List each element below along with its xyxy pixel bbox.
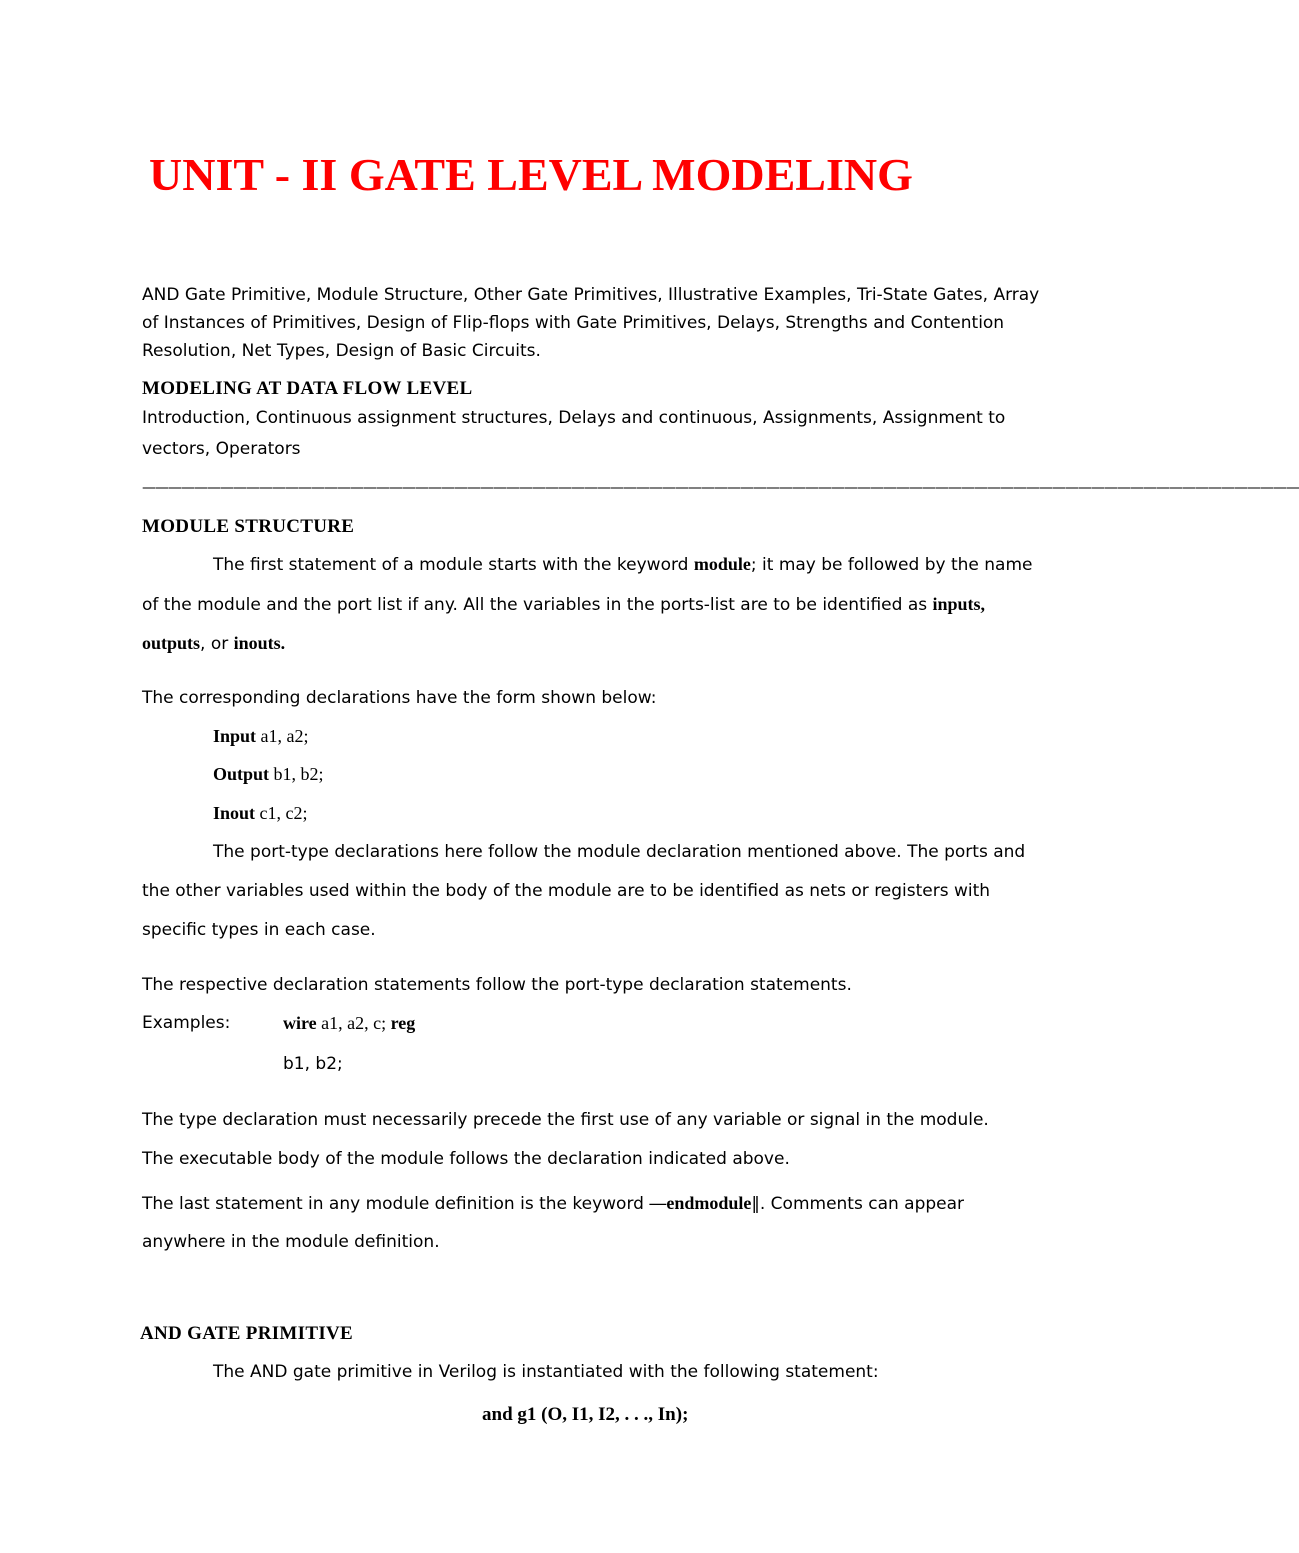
and-gate-code-args: (O, I1, I2, . . ., In); (536, 1404, 689, 1425)
examples-label: Examples: (142, 1013, 231, 1033)
declaration-output (213, 760, 324, 789)
ms-p6-line-2: anywhere in the module definition. (142, 1232, 440, 1252)
ms-p5-line-1: The type declaration must necessarily precede the first use of any variable or signal in the module. (142, 1110, 989, 1130)
ms-p6-text-b: ‖. Comments can appear (751, 1194, 965, 1214)
ms-p1-line2-text: of the module and the port list if any. All the variables in the ports-list are to be identified as (142, 595, 933, 615)
ms-p3-line-1: The port-type declarations here follow the module declaration mentioned above. The ports and (213, 842, 1026, 862)
declaration-input (213, 722, 309, 751)
dataflow-line-1: Introduction, Continuous assignment structures, Delays and continuous, Assignments, Assignment to (142, 408, 1006, 428)
example-line-1 (283, 1009, 415, 1038)
ms-p1-line3-mid: , or (200, 634, 234, 654)
dataflow-paragraph (142, 403, 1005, 465)
ms-p6-text-a: The last statement in any module definition is the keyword ― (142, 1194, 667, 1214)
keyword-output: Output (213, 764, 270, 784)
ms-p1-text-a: The first statement of a module starts with the keyword (213, 555, 694, 575)
intro-line-1: AND Gate Primitive, Module Structure, Other Gate Primitives, Illustrative Examples, Tri-State Gates, Array (142, 285, 1040, 305)
keyword-reg: reg (390, 1013, 416, 1033)
declaration-input-rest: a1, a2; (256, 726, 309, 746)
module-structure-heading: MODULE STRUCTURE (142, 516, 355, 537)
declaration-inout (213, 799, 308, 828)
ms-p5-line-2: The executable body of the module follows the declaration indicated above. (142, 1149, 790, 1169)
dataflow-line-2: vectors, Operators (142, 439, 301, 459)
ms-p3-line-2: the other variables used within the body of the module are to be identified as nets or registers with (142, 881, 991, 901)
example-line-1-rest: a1, a2, c; (316, 1013, 391, 1033)
intro-line-2: of Instances of Primitives, Design of Flip-flops with Gate Primitives, Delays, Strengths and Contention (142, 313, 1005, 333)
and-gate-code-keyword: and g1 (482, 1404, 537, 1425)
keyword-outputs: outputs (142, 633, 201, 653)
keyword-module: module (693, 554, 751, 574)
ms-p1-text-b: ; it may be followed by the name (750, 555, 1033, 575)
keyword-inputs: inputs, (932, 594, 986, 614)
example-line-2: b1, b2; (283, 1054, 343, 1074)
ms-p6-line-1 (142, 1189, 964, 1218)
keyword-inout: Inout (213, 803, 256, 823)
and-gate-paragraph: The AND gate primitive in Verilog is instantiated with the following statement: (213, 1362, 879, 1382)
keyword-wire: wire (283, 1013, 317, 1033)
section-divider: ————————————————————————————————————————————————————————————————————————————————————————— (142, 480, 1299, 496)
declaration-inout-rest: c1, c2; (255, 803, 308, 823)
intro-line-3: Resolution, Net Types, Design of Basic Circuits. (142, 341, 541, 361)
keyword-inouts: inouts. (233, 633, 286, 653)
ms-p4: The respective declaration statements follow the port-type declaration statements. (142, 975, 852, 995)
keyword-input: Input (213, 726, 257, 746)
ms-p1-line-3 (142, 629, 285, 658)
and-gate-code (482, 1404, 688, 1426)
declaration-output-rest: b1, b2; (269, 764, 324, 784)
ms-p3-line-3: specific types in each case. (142, 920, 376, 940)
and-gate-heading: AND GATE PRIMITIVE (140, 1323, 354, 1344)
ms-p2: The corresponding declarations have the form shown below: (142, 688, 657, 708)
ms-p1-line-1 (213, 550, 1032, 579)
dataflow-heading: MODELING AT DATA FLOW LEVEL (142, 378, 473, 399)
page-title: UNIT - II GATE LEVEL MODELING (149, 149, 913, 200)
keyword-endmodule: endmodule (666, 1193, 752, 1213)
ms-p1-line-2 (142, 590, 985, 619)
intro-paragraph (142, 281, 1039, 365)
